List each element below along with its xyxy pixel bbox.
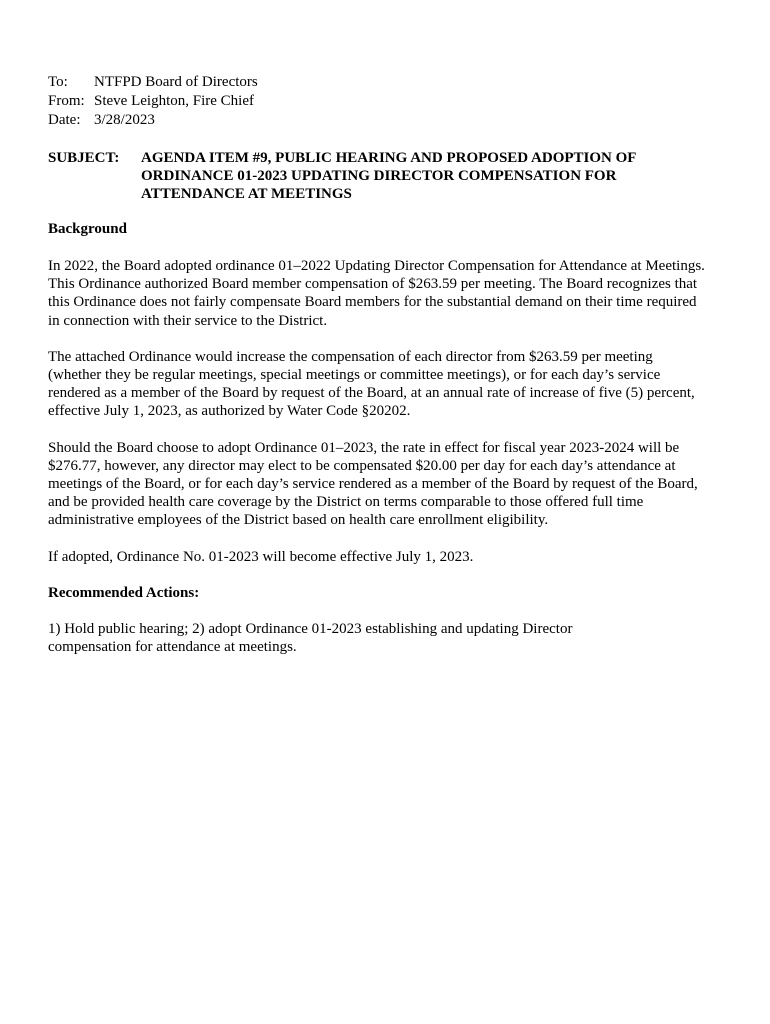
memo-to-line	[48, 73, 708, 92]
background-paragraph-3: Should the Board choose to adopt Ordinance 01–2023, the rate in effect for fiscal year 2023-2024 will be $276.77, however, any director may elect to be compensated $20.00 per day for each day’s attendance at meetings of the Board, or for each day’s service rendered as a member of the Board by request of the Board, and be provided health care coverage by the District on terms comparable to those offered full time administrative employees of the District based on health care enrollment eligibility.	[48, 439, 698, 529]
background-paragraph-1: In 2022, the Board adopted ordinance 01–2022 Updating Director Compensation for Attendance at Meetings. This Ordinance authorized Board member compensation of $263.59 per meeting. The Board recognizes that this Ordinance does not fairly compensate Board members for the substantial demand on their time required in connection with their service to the District.	[48, 258, 705, 329]
from-value: Steve Leighton, Fire Chief	[94, 93, 254, 109]
from-label: From:	[48, 93, 85, 109]
background-heading: Background	[48, 221, 127, 237]
date-label: Date:	[48, 112, 81, 128]
subject-block	[48, 149, 708, 203]
to-value: NTFPD Board of Directors	[94, 74, 258, 90]
background-paragraph-4: If adopted, Ordinance No. 01-2023 will become effective July 1, 2023.	[48, 548, 474, 565]
recommended-actions-paragraph: 1) Hold public hearing; 2) adopt Ordinance 01-2023 establishing and updating Director compensation for attendance at meetings.	[48, 620, 573, 656]
background-paragraph-2: The attached Ordinance would increase the compensation of each director from $263.59 per meeting (whether they be regular meetings, special meetings or committee meetings), or for each day’s service rendered as a member of the Board by request of the Board, at an annual rate of increase of five (5) percent, effective July 1, 2023, as authorized by Water Code §20202.	[48, 348, 695, 420]
subject-text: AGENDA ITEM #9, PUBLIC HEARING AND PROPOSED ADOPTION OF ORDINANCE 01-2023 UPDATING DIRECTOR COMPENSATION FOR ATTENDANCE AT MEETINGS	[141, 150, 636, 202]
to-label: To:	[48, 74, 68, 90]
subject-label: SUBJECT:	[48, 150, 120, 166]
memo-date-line	[48, 111, 708, 130]
memo-page	[48, 73, 708, 656]
memo-from-line	[48, 92, 708, 111]
date-value: 3/28/2023	[94, 112, 155, 128]
recommended-actions-heading: Recommended Actions:	[48, 584, 200, 601]
